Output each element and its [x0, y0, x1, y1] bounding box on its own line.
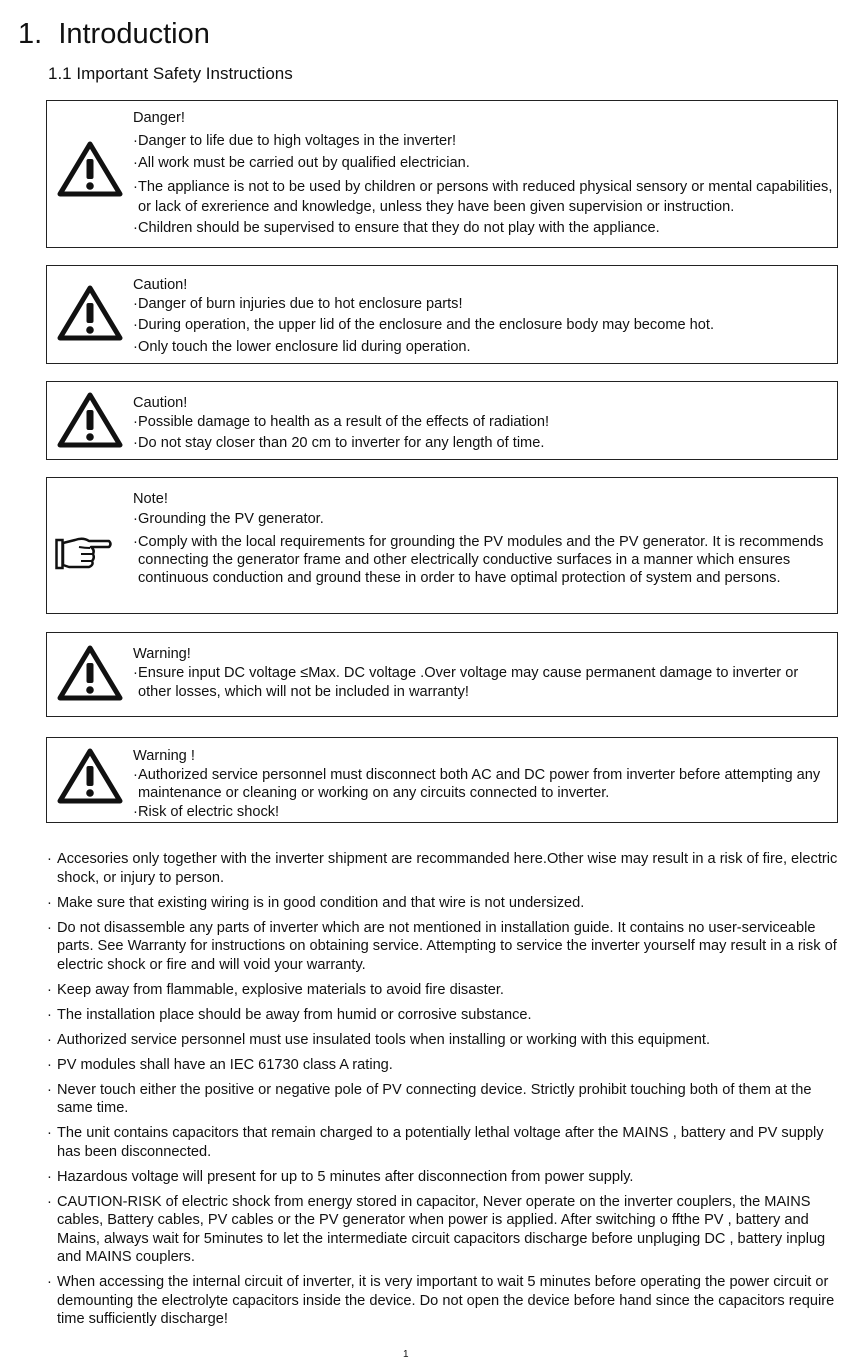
box-item: · Danger of burn injuries due to hot enclosure parts! [133, 295, 835, 314]
note-grounding-box [46, 477, 838, 614]
box-title: Caution! [133, 277, 188, 293]
list-item: · Hazardous voltage will present for up to 5 minutes after disconnection from power supply. [46, 1168, 846, 1187]
box-item: · Ensure input DC voltage ≤Max. DC voltage .Over voltage may cause permanent damage to inverter or other losses, which will not be included in warranty! [133, 664, 835, 702]
section-subheading: 1.1 Important Safety Instructions [48, 64, 293, 83]
box-item: · Possible damage to health as a result of the effects of radiation! [133, 413, 835, 432]
box-item: · Grounding the PV generator. [133, 510, 835, 528]
heading-number: 1. [18, 18, 43, 50]
warning-triangle-icon [57, 285, 123, 346]
list-item: · When accessing the internal circuit of inverter, it is very important to wait 5 minutes before operating the power circuit or demounting the electrolyte capacitors inside the device. Do not open the device before hand since the capacitors require time sufficiently discharge! [46, 1273, 846, 1329]
warning-voltage-box [46, 632, 838, 717]
page-number: 1 [403, 1349, 409, 1360]
box-item: · Children should be supervised to ensure that they do not play with the appliance. [133, 219, 835, 238]
box-item: · Authorized service personnel must disconnect both AC and DC power from inverter before attempting any maintenance or cleaning or working on any circuits connected to inverter. [133, 766, 835, 803]
box-title: Note! [133, 491, 168, 507]
page-heading [18, 18, 210, 51]
heading-title: Introduction [58, 18, 210, 50]
list-item: · PV modules shall have an IEC 61730 class A rating. [46, 1056, 846, 1075]
box-title: Warning ! [133, 748, 195, 764]
box-item: · Risk of electric shock! [133, 803, 835, 822]
warning-triangle-icon [57, 748, 123, 809]
list-item: · Keep away from flammable, explosive materials to avoid fire disaster. [46, 981, 846, 1000]
warning-triangle-icon [57, 645, 123, 706]
list-item: · The unit contains capacitors that remain charged to a potentially lethal voltage after the MAINS , battery and PV supply has been disconnected. [46, 1124, 846, 1161]
box-item: · Danger to life due to high voltages in the inverter! [133, 132, 835, 151]
list-item: · Never touch either the positive or negative pole of PV connecting device. Strictly prohibit touching both of them at the same time. [46, 1081, 846, 1118]
danger-notice-box [46, 100, 838, 248]
box-title: Warning! [133, 646, 191, 662]
warning-triangle-icon [57, 392, 123, 453]
box-title: Danger! [133, 110, 185, 126]
list-item: · Do not disassemble any parts of inverter which are not mentioned in installation guide. It contains no user-serviceable parts. See Warranty for instructions on obtaining service. Attempting to service the inverter yourself may result in a risk of electric shock or fire and will void your warranty. [46, 919, 846, 975]
warning-triangle-icon [57, 141, 123, 202]
box-item: · All work must be carried out by qualified electrician. [133, 154, 835, 173]
warning-service-box [46, 737, 838, 823]
caution-burn-box [46, 265, 838, 364]
caution-radiation-box [46, 381, 838, 460]
list-item: · Authorized service personnel must use insulated tools when installing or working with this equipment. [46, 1031, 846, 1050]
pointing-hand-icon [55, 533, 113, 578]
list-item: · The installation place should be away from humid or corrosive substance. [46, 1006, 846, 1025]
safety-bullet-list [46, 850, 846, 1335]
box-item: · Only touch the lower enclosure lid during operation. [133, 338, 835, 357]
list-item: · Accesories only together with the inverter shipment are recommanded here.Other wise may result in a risk of fire, electric shock, or injury to person. [46, 850, 846, 887]
list-item: · CAUTION-RISK of electric shock from energy stored in capacitor, Never operate on the inverter couplers, the MAINS cables, Battery cables, PV cables or the PV generator when power is applied. After switching o ffthe PV , battery and Mains, always wait for 5minutes to let the intermediate circuit capacitors discharge before unpluging DC , battery inplug and MAINS couplers. [46, 1193, 846, 1267]
box-item: · During operation, the upper lid of the enclosure and the enclosure body may become hot. [133, 316, 835, 335]
list-item: · Make sure that existing wiring is in good condition and that wire is not undersized. [46, 894, 846, 913]
box-item: · Comply with the local requirements for grounding the PV modules and the PV generator. It is recommends connecting the generator frame and other electrically conductive surfaces in a manner which ensures continuous conduction and ground these in order to have optimal protection of system and persons. [133, 533, 835, 587]
box-title: Caution! [133, 395, 188, 411]
box-item: · Do not stay closer than 20 cm to inverter for any length of time. [133, 434, 835, 453]
box-item: · The appliance is not to be used by children or persons with reduced physical sensory or mental capabilities, or lack of exrerience and knowledge, unless they have been given supervision or instruction. [133, 177, 835, 217]
